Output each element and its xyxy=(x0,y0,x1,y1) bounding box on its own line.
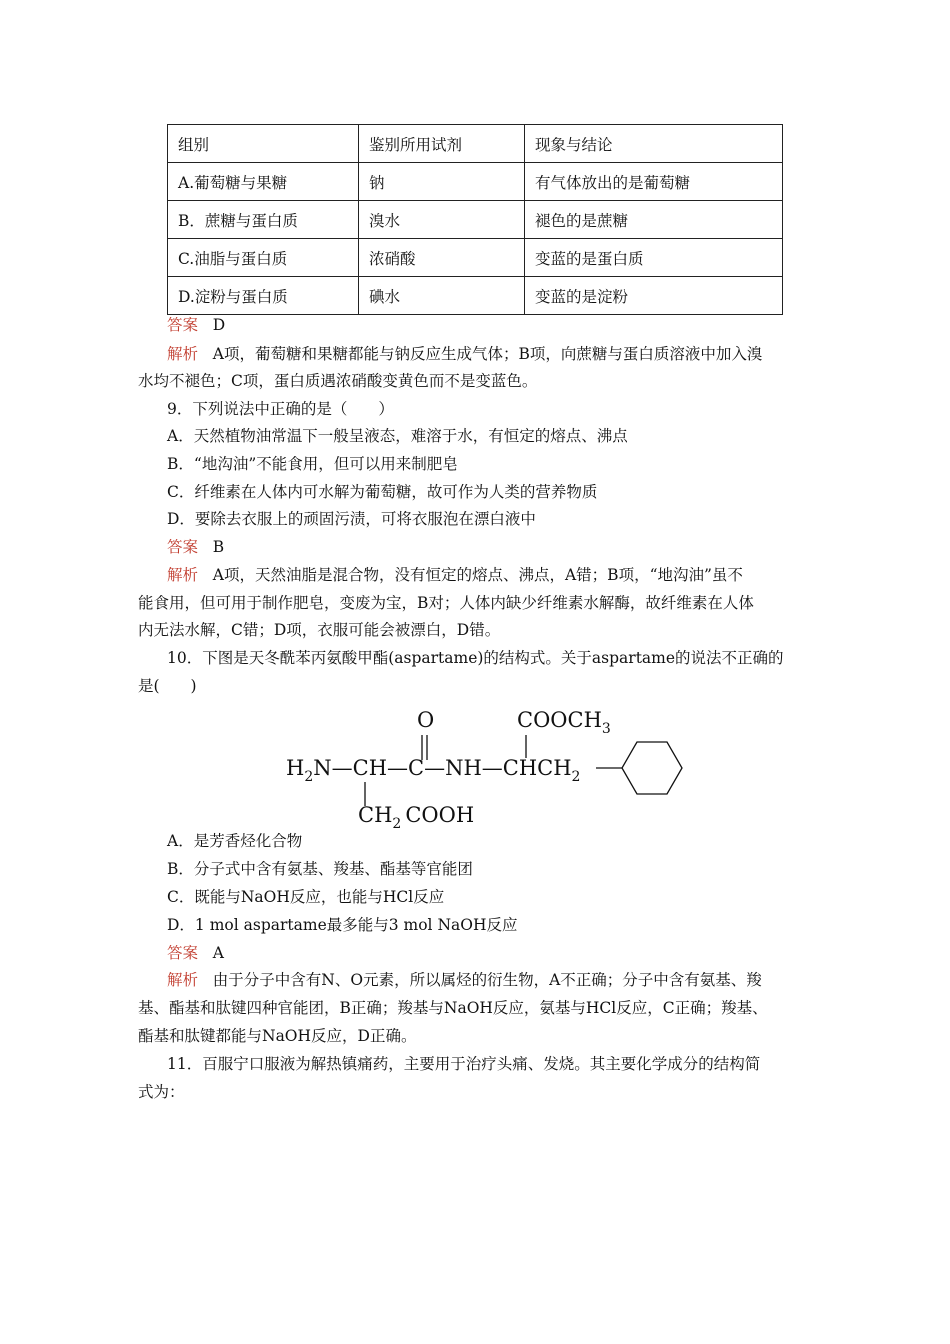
q10-option-d: D．1 mol aspartame最多能与3 mol NaOH反应 xyxy=(167,916,518,934)
table-row xyxy=(168,163,783,201)
q10-option-b: B．分子式中含有氨基、羧基、酯基等官能团 xyxy=(167,860,473,878)
carbonyl-oxygen: O xyxy=(417,708,435,732)
analysis-text: 由于分子中含有N、O元素，所以属烃的衍生物，A不正确；分子中含有氨基、羧 xyxy=(212,971,762,989)
table-cell: 浓硝酸 xyxy=(359,239,525,277)
q10-answer-line xyxy=(167,939,224,967)
analysis-text: A项，天然油脂是混合物，没有恒定的熔点、沸点，A错；B项，“地沟油”虽不 xyxy=(212,566,743,584)
table-cell: 变蓝的是蛋白质 xyxy=(525,239,783,277)
analysis-label: 解析 xyxy=(167,566,199,584)
table-row xyxy=(168,239,783,277)
q9-analysis-line-1 xyxy=(167,561,743,589)
q9-analysis-line-2: 能食用，但可用于制作肥皂，变废为宝，B对；人体内缺少纤维素水解酶，故纤维素在人体 xyxy=(138,594,754,612)
main-chain-label: $H_2N—CH—C—NH—CHCH_2$ xyxy=(286,756,581,785)
q11-stem-line-2: 式为： xyxy=(138,1083,185,1101)
table-cell: 变蓝的是淀粉 xyxy=(525,277,783,315)
q10-stem-line-2: 是( ) xyxy=(138,677,197,695)
table-cell: A.葡萄糖与果糖 xyxy=(168,163,359,201)
q10-stem-line-1: 10．下图是天冬酰苯丙氨酸甲酯(aspartame)的结构式。关于aspartame的说法不正确的 xyxy=(167,649,784,667)
benzene-ring-icon xyxy=(622,742,682,794)
analysis-text: A项，葡萄糖和果糖都能与钠反应生成气体；B项，向蔗糖与蛋白质溶液中加入溴 xyxy=(212,345,763,363)
table-cell: 褪色的是蔗糖 xyxy=(525,201,783,239)
ester-group-label: $COOCH_3$ xyxy=(517,708,611,737)
answer-value: D xyxy=(212,316,226,334)
answer-value: B xyxy=(212,538,225,556)
q10-analysis-line-3: 酯基和肽键都能与NaOH反应，D正确。 xyxy=(138,1027,417,1045)
answer-label: 答案 xyxy=(167,944,199,962)
table-row xyxy=(168,277,783,315)
q8-analysis-line-1 xyxy=(167,340,762,368)
q8-answer-line xyxy=(167,311,225,339)
q9-analysis-line-3: 内无法水解，C错；D项，衣服可能会被漂白，D错。 xyxy=(138,621,501,639)
table-cell: 碘水 xyxy=(359,277,525,315)
table-row xyxy=(168,201,783,239)
table-header-cell: 鉴别所用试剂 xyxy=(359,125,525,163)
table-header-cell: 组别 xyxy=(168,125,359,163)
table-cell: 有气体放出的是葡萄糖 xyxy=(525,163,783,201)
answer-label: 答案 xyxy=(167,316,199,334)
q9-option-d: D．要除去衣服上的顽固污渍，可将衣服泡在漂白液中 xyxy=(167,510,536,528)
aspartame-structure xyxy=(280,700,710,830)
table-cell: C.油脂与蛋白质 xyxy=(168,239,359,277)
reagent-table xyxy=(167,124,783,315)
analysis-label: 解析 xyxy=(167,971,199,989)
answer-value: A xyxy=(212,944,224,962)
q11-stem-line-1: 11．百服宁口服液为解热镇痛药，主要用于治疗头痛、发烧。其主要化学成分的结构简 xyxy=(167,1055,761,1073)
q9-stem: 9．下列说法中正确的是（ ） xyxy=(167,400,394,418)
table-cell: D.淀粉与蛋白质 xyxy=(168,277,359,315)
analysis-label: 解析 xyxy=(167,345,199,363)
table-cell: 钠 xyxy=(359,163,525,201)
q9-option-a: A．天然植物油常温下一般呈液态，难溶于水，有恒定的熔点、沸点 xyxy=(167,427,628,445)
table-header-row xyxy=(168,125,783,163)
q10-option-c: C．既能与NaOH反应，也能与HCl反应 xyxy=(167,888,445,906)
table-cell: B．蔗糖与蛋白质 xyxy=(168,201,359,239)
q8-analysis-line-2: 水均不褪色；C项，蛋白质遇浓硝酸变黄色而不是变蓝色。 xyxy=(138,372,538,390)
q9-option-c: C．纤维素在人体内可水解为葡萄糖，故可作为人类的营养物质 xyxy=(167,483,598,501)
q9-option-b: B．“地沟油”不能食用，但可以用来制肥皂 xyxy=(167,455,458,473)
q10-option-a: A．是芳香烃化合物 xyxy=(167,832,303,850)
q9-answer-line xyxy=(167,533,224,561)
q10-analysis-line-1 xyxy=(167,966,762,994)
table-cell: 溴水 xyxy=(359,201,525,239)
table-header-cell: 现象与结论 xyxy=(525,125,783,163)
side-chain-label: $CH_2$ COOH xyxy=(358,803,475,830)
answer-label: 答案 xyxy=(167,538,199,556)
q10-analysis-line-2: 基、酯基和肽键四种官能团，B正确；羧基与NaOH反应，氨基与HCl反应，C正确；羧基、 xyxy=(138,999,768,1017)
